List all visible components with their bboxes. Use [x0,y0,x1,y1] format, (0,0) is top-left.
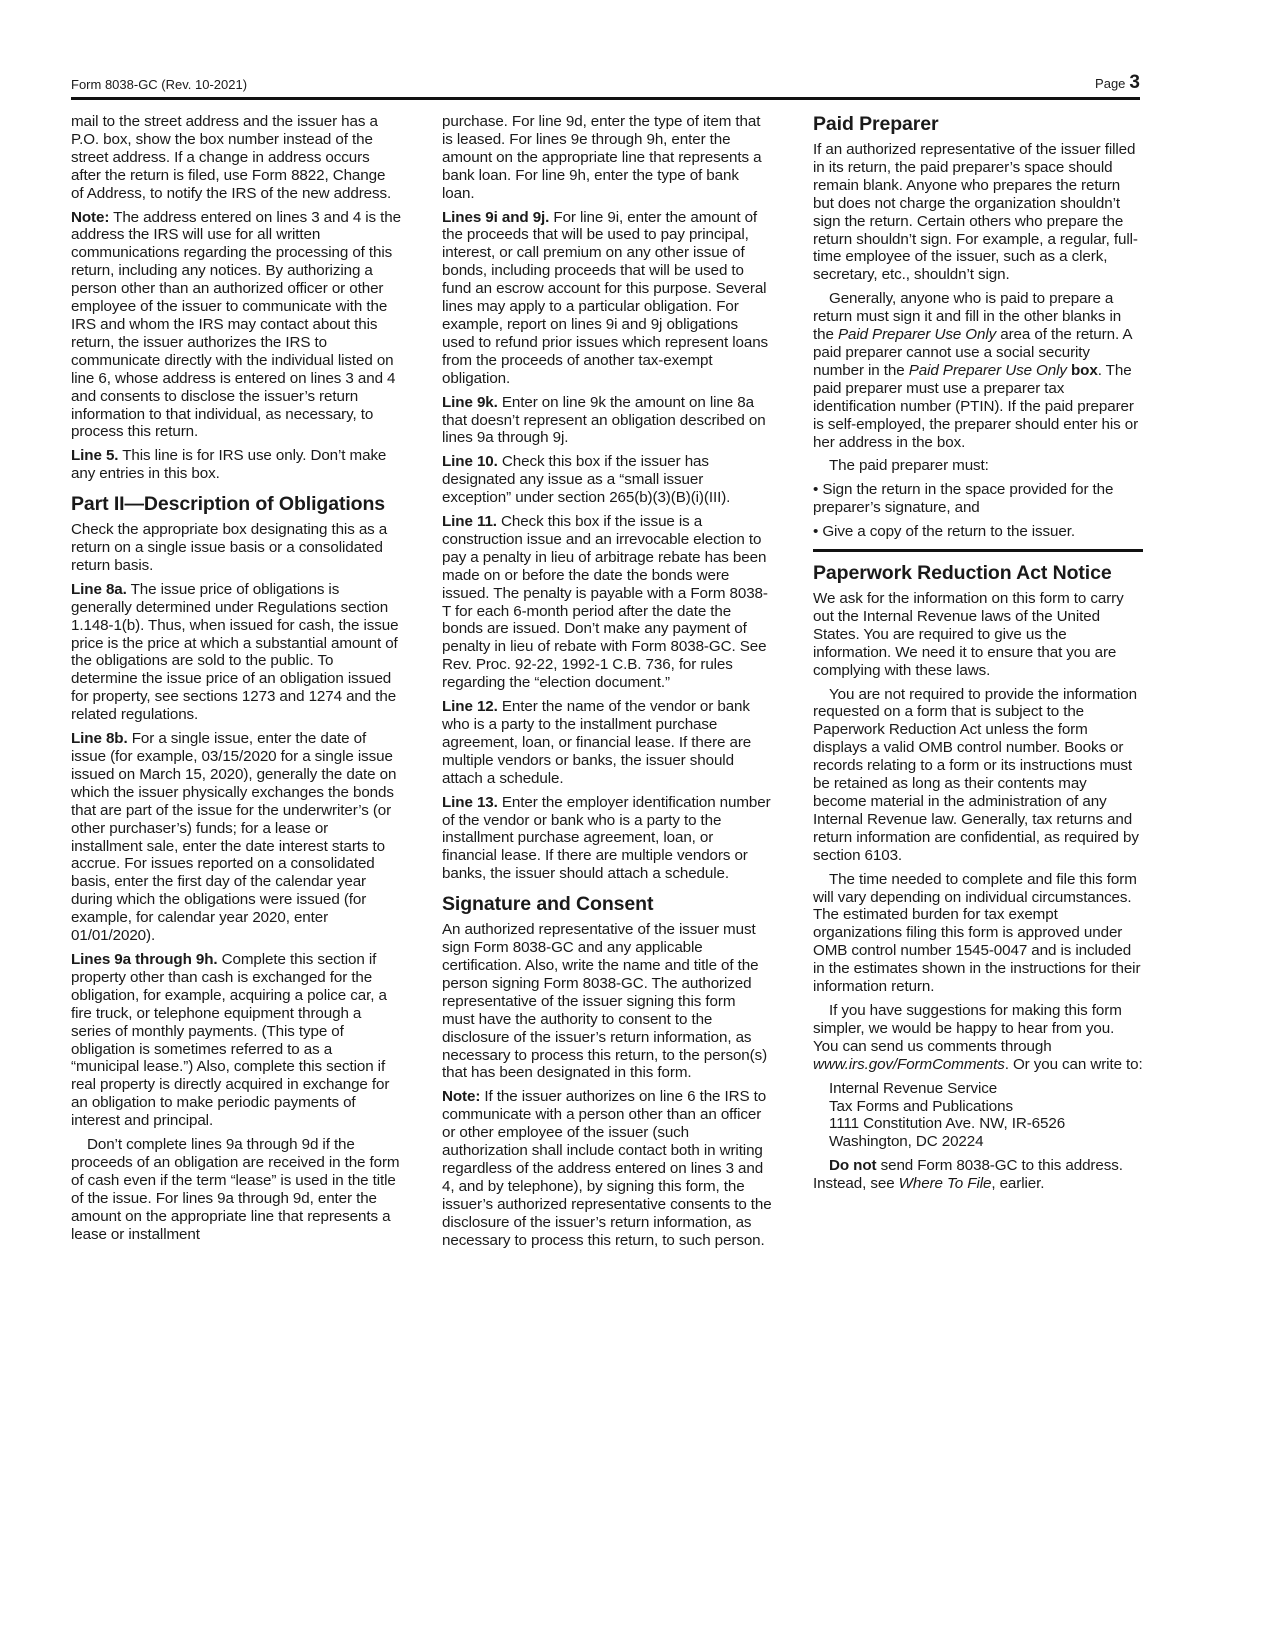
paragraph [813,457,1143,475]
paragraph [813,523,1143,541]
address-line: Internal Revenue Service [829,1079,998,1097]
text-run: Complete this section if property other than cash is exchanged for the obligation, for example, acquiring a police car, a fire truck, or telephone equipment through a series of monthly payments. (This type of obligation is sometimes referred to as a “municipal lease.”) Also, complete this section if real property is directly acquired in exchange for an obligation to make periodic payments of interest and principal. [71,950,390,1130]
address-line: Washington, DC 20224 [829,1133,984,1151]
column-3 [813,113,1143,1199]
text-run: send Form 8038-GC to this address. Instead, see [813,1157,1123,1193]
text-run: For line 9i, enter the amount of the proceeds that will be used to pay principal, interest, or call premium on any other issue of bonds, including proceeds that will be used to fund an escrow account for this purpose. Several lines may apply to a particular obligation. For example, report on lines 9i and 9j obligations used to refund prior issues which represent loans from the proceeds of another tax-exempt obligation. [442,208,769,387]
paragraph [71,113,401,203]
bold-run: Line 12. [442,698,498,716]
address-line: Tax Forms and Publications [829,1097,1013,1115]
paragraph [442,453,772,507]
column-2 [442,113,772,1255]
text-run: If the issuer authorizes on line 6 the IRS to communicate with a person other than an officer or other employee of the issuer (such authorization shall include contact both in writing regardless of the address entered on lines 3 and 4, and by telephone), by signing this form, the issuer’s authorized representative consents to the disclosure of the issuer’s return information, as necessary to process this return, to such person. [442,1088,772,1249]
bold-run: Line 11. [442,513,497,531]
address-line: 1111 Constitution Ave. NW, IR-6526 [829,1115,1066,1133]
paragraph [813,1157,1143,1193]
paragraph [71,730,401,945]
text-run: Check this box if the issue is a construction issue and an irrevocable election to pay a penalty in lieu of arbitrage rebate has been made on or before the date the bonds were issued. The penalty is payable with a Form 8038-T for each 6-month period after the date the bonds are issued. Don’t make any payment of penalty in lieu of rebate with Form 8038-GC. See Rev. Proc. 92-22, 1992-1 C.B. 736, for rules regarding the “election document.” [442,513,768,692]
text-run: , earlier. [991,1175,1045,1193]
text-run: We ask for the information on this form to carry out the Internal Revenue laws of the United States. You are required to give us the information. We need it to ensure that you are complying with these laws. [813,590,1124,679]
text-run: Signature and Consent [442,893,654,916]
bold-run: Do not [829,1157,877,1175]
paragraph [71,447,401,483]
paragraph [813,871,1143,996]
paragraph [71,209,401,442]
paragraph [813,290,1143,451]
italic-run: www.irs.gov/FormComments [813,1055,1005,1073]
paragraph [813,1002,1143,1074]
bold-run: Line 8a. [71,580,127,598]
text-run: Paid Preparer [813,113,939,135]
italic-run: Where To File [898,1175,992,1193]
section-heading [71,493,401,515]
paragraph [813,686,1143,865]
paragraph [71,951,401,1130]
paragraph [71,1136,401,1243]
paragraph [71,521,401,575]
bold-run: Note: [71,208,110,226]
bold-run: Line 13. [442,793,498,811]
paragraph [813,481,1143,517]
paragraph [442,698,772,788]
text-run: Generally, anyone who is paid to prepare a return must sign it and fill in the other blanks in the [813,290,1122,344]
text-run: The paid preparer must: [829,457,989,475]
paragraph [442,209,772,388]
bold-run: Note: [442,1088,481,1106]
text-run: purchase. For line 9d, enter the type of item that is leased. For lines 9e through 9h, enter the amount on the appropriate line that represents a bank loan. For line 9h, enter the type of bank loan. [442,113,762,202]
paragraph [71,581,401,724]
page-header [71,72,1140,100]
text-run: The time needed to complete and file this form will vary depending on individual circumstances. The estimated burden for tax exempt organizations filing this form is approved under OMB control number 1545-0047 and is included in the estimates shown in the instructions for their information return. [813,870,1141,996]
section-heading [813,113,1143,135]
text-run: • Sign the return in the space provided for the preparer’s signature, and [813,481,1114,517]
text-run: For a single issue, enter the date of issue (for example, 03/15/2020 for a single issue issued on March 15, 2020), generally the date on which the issuer physically exchanges the bonds that are part of the issue for the underwriter’s (or other purchaser’s) funds; for a lease or installment sale, enter the date interest starts to accrue. For issues reported on a consolidated basis, enter the first day of the calendar year during which the obligations were issued (for example, for calendar year 2020, enter 01/01/2020). [71,730,397,945]
text-run: Paperwork Reduction Act Notice [813,562,1112,585]
page-indicator [1095,72,1140,94]
text-run: area of the return. A paid preparer cannot use a social security number in the [813,326,1132,379]
text-run: . The paid preparer must use a preparer tax identification number (PTIN). If the paid preparer is self-employed, the preparer should enter his or her address in the box. [813,361,1139,451]
column-1 [71,113,401,1249]
bold-run: Line 9k. [442,393,498,411]
text-run: Enter the name of the vendor or bank who is a party to the installment purchase agreement, loan, or financial lease. If there are multiple vendors or banks, the issuer should attach a schedule. [442,698,752,787]
mailing-address [813,1080,1143,1152]
bold-run: Line 10. [442,453,498,471]
paragraph [442,113,772,203]
bold-run: box [1066,361,1098,379]
italic-run: Paid Preparer Use Only [908,361,1067,379]
section-heading [442,893,772,915]
text-run: • Give a copy of the return to the issuer. [813,523,1075,541]
form-title: Form 8038-GC (Rev. 10-2021) [71,77,248,92]
italic-run: Paid Preparer Use Only [837,326,997,344]
paragraph [442,513,772,692]
paragraph [813,141,1143,284]
text-run: The issue price of obligations is generally determined under Regulations section 1.148-1(b). Thus, when issued for cash, the issue price is the price at which a substantial amount of the obligations are sold to the public. To determine the issue price of an obligation issued for property, see sections 1273 and 1274 and the related regulations. [71,580,399,724]
paragraph [442,921,772,1082]
text-run: Part II—Description of Obligations [71,493,386,516]
text-run: You are not required to provide the information requested on a form that is subject to the Paperwork Reduction Act unless the form displays a valid OMB control number. Books or records relating to a form or its instructions must be retained as long as their contents may become material in the administration of any Internal Revenue law. Generally, tax returns and return information are confidential, as required by section 6103. [813,685,1139,864]
text-run: Enter the employer identification number of the vendor or bank who is a party to the installment purchase agreement, loan, or financial lease. If there are multiple vendors or banks, the issuer should attach a schedule. [442,793,771,883]
text-run: Enter on line 9k the amount on line 8a that doesn’t represent an obligation described on lines 9a through 9j. [442,393,766,447]
bold-run: Line 5. [71,447,119,465]
paragraph [442,394,772,448]
page-label: Page [1095,76,1126,91]
text-run: Don’t complete lines 9a through 9d if the proceeds of an obligation are received in the form of cash even if the term “lease” is used in the title of the issue. For lines 9a through 9d, enter the amount on the appropriate line that represents a lease or installment [71,1136,400,1243]
text-run: The address entered on lines 3 and 4 is the address the IRS will use for all written communications regarding the processing of this return, including any notices. By authorizing a person other than an authorized officer or other employee of the issuer to communicate with the IRS and whom the IRS may contact about this return, the issuer authorizes the IRS to communicate directly with the individual listed on line 6, whose address is entered on lines 3 and 4 and consents to disclose the issuer’s return information to that individual, as necessary, to process this return. [71,208,401,441]
section-divider [813,549,1143,552]
bold-run: Line 8b. [71,730,128,748]
text-run: An authorized representative of the issuer must sign Form 8038-GC and any applicable certification. Also, write the name and title of the person signing Form 8038-GC. The authorized representative of the issuer signing this form must have the authority to consent to the disclosure of the issuer’s return information, as necessary to process this return, to the person(s) that has been designated in this form. [442,921,768,1082]
paragraph [813,590,1143,680]
paragraph [442,794,772,884]
text-run: Check this box if the issuer has designated any issue as a “small issuer exception” under section 265(b)(3)(B)(i)(III). [442,453,731,507]
bold-run: Lines 9i and 9j. [442,208,550,226]
section-heading [813,562,1143,584]
text-run: Check the appropriate box designating this as a return on a single issue basis or a consolidated return basis. [71,521,388,574]
text-run: mail to the street address and the issuer has a P.O. box, show the box number instead of the street address. If a change in address occurs after the return is filed, use Form 8822, Change of Address, to notify the IRS of the new address. [71,113,392,202]
text-run: . Or you can write to: [1004,1055,1143,1073]
text-run: If you have suggestions for making this form simpler, we would be happy to hear from you. You can send us comments through [813,1001,1122,1055]
text-run: If an authorized representative of the issuer filled in its return, the paid preparer’s space should remain blank. Anyone who prepares the return but does not charge the organization shouldn’t sign the return. Certain others who prepare the return shouldn’t sign. For example, a regular, full-time employee of the issuer, such as a clerk, secretary, etc., shouldn’t sign. [813,141,1138,284]
page-number: 3 [1129,72,1140,93]
paragraph [442,1088,772,1249]
bold-run: Lines 9a through 9h. [71,950,218,968]
text-run: This line is for IRS use only. Don’t make any entries in this box. [71,447,387,483]
